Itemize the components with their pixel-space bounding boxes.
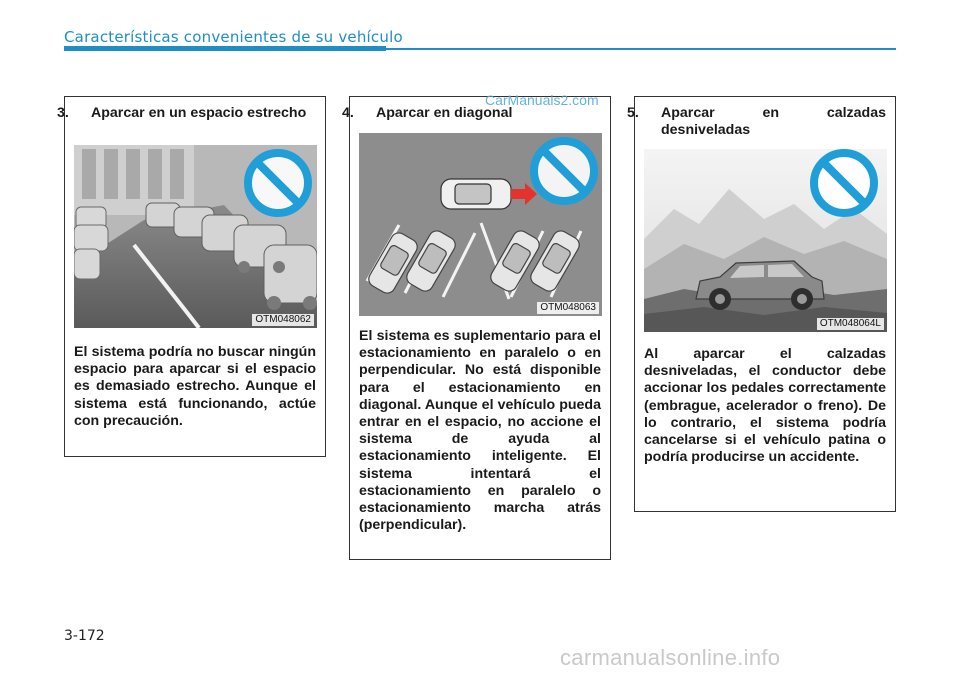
figure-code: OTM048062	[252, 314, 314, 326]
box-heading	[627, 105, 886, 139]
box-heading	[57, 105, 316, 122]
box-body-text: El sistema es suplementario para el estacionamiento en paralelo o en perpendicular. No está disponible para el estacionamiento en diagonal. Aunque el vehículo pueda entrar en el espacio, no accione el sistema de ayuda al estacionamiento inteligente. El sistema intentará el estacionamiento en paralelo o estacionamiento marcha atrás (perpendicular).	[359, 328, 601, 534]
section-header-title: Características convenientes de su vehículo	[64, 28, 403, 46]
item-number: 4.	[342, 105, 354, 121]
illustration-narrow-parking	[74, 145, 317, 328]
header-rule-accent	[64, 46, 386, 51]
no-entry-sign-icon	[811, 150, 877, 216]
illustration-diagonal-parking	[359, 133, 602, 316]
figure-code: OTM048064L	[817, 318, 884, 330]
item-heading-text: Aparcar en un espacio estrecho	[91, 105, 307, 121]
warning-box-uneven-road	[627, 96, 896, 512]
box-body-text: Al aparcar el calzadas desniveladas, el conductor debe accionar los pedales correctamente (embrague, acelerador o freno). De lo contrario, el sistema podría cancelarse si el vehículo patina o podría producirse un accidente.	[644, 346, 886, 466]
narrow-parking-illustration	[74, 145, 317, 328]
warning-box-narrow-space	[57, 96, 326, 457]
warning-box-diagonal	[342, 96, 611, 560]
uneven-road-illustration	[644, 149, 887, 332]
illustration-uneven-road	[644, 149, 887, 332]
diagonal-parking-illustration	[359, 133, 602, 316]
item-heading-text: Aparcar en calzadas desniveladas	[661, 105, 886, 138]
item-number: 3.	[57, 105, 69, 121]
item-number: 5.	[627, 105, 639, 121]
watermark-top: CarManuals2.com	[485, 92, 599, 108]
no-entry-sign-icon	[531, 138, 597, 204]
watermark-bottom: carmanualsonline.info	[560, 645, 781, 670]
figure-code: OTM048063	[537, 302, 599, 314]
item-heading-text: Aparcar en diagonal	[376, 105, 513, 121]
box-body-text: El sistema podría no buscar ningún espacio para aparcar si el espacio es demasiado estrecho. Aunque el sistema está funcionando, actúe con precaución.	[74, 344, 316, 429]
no-entry-sign-icon	[245, 150, 311, 216]
page-number: 3-172	[64, 628, 105, 644]
